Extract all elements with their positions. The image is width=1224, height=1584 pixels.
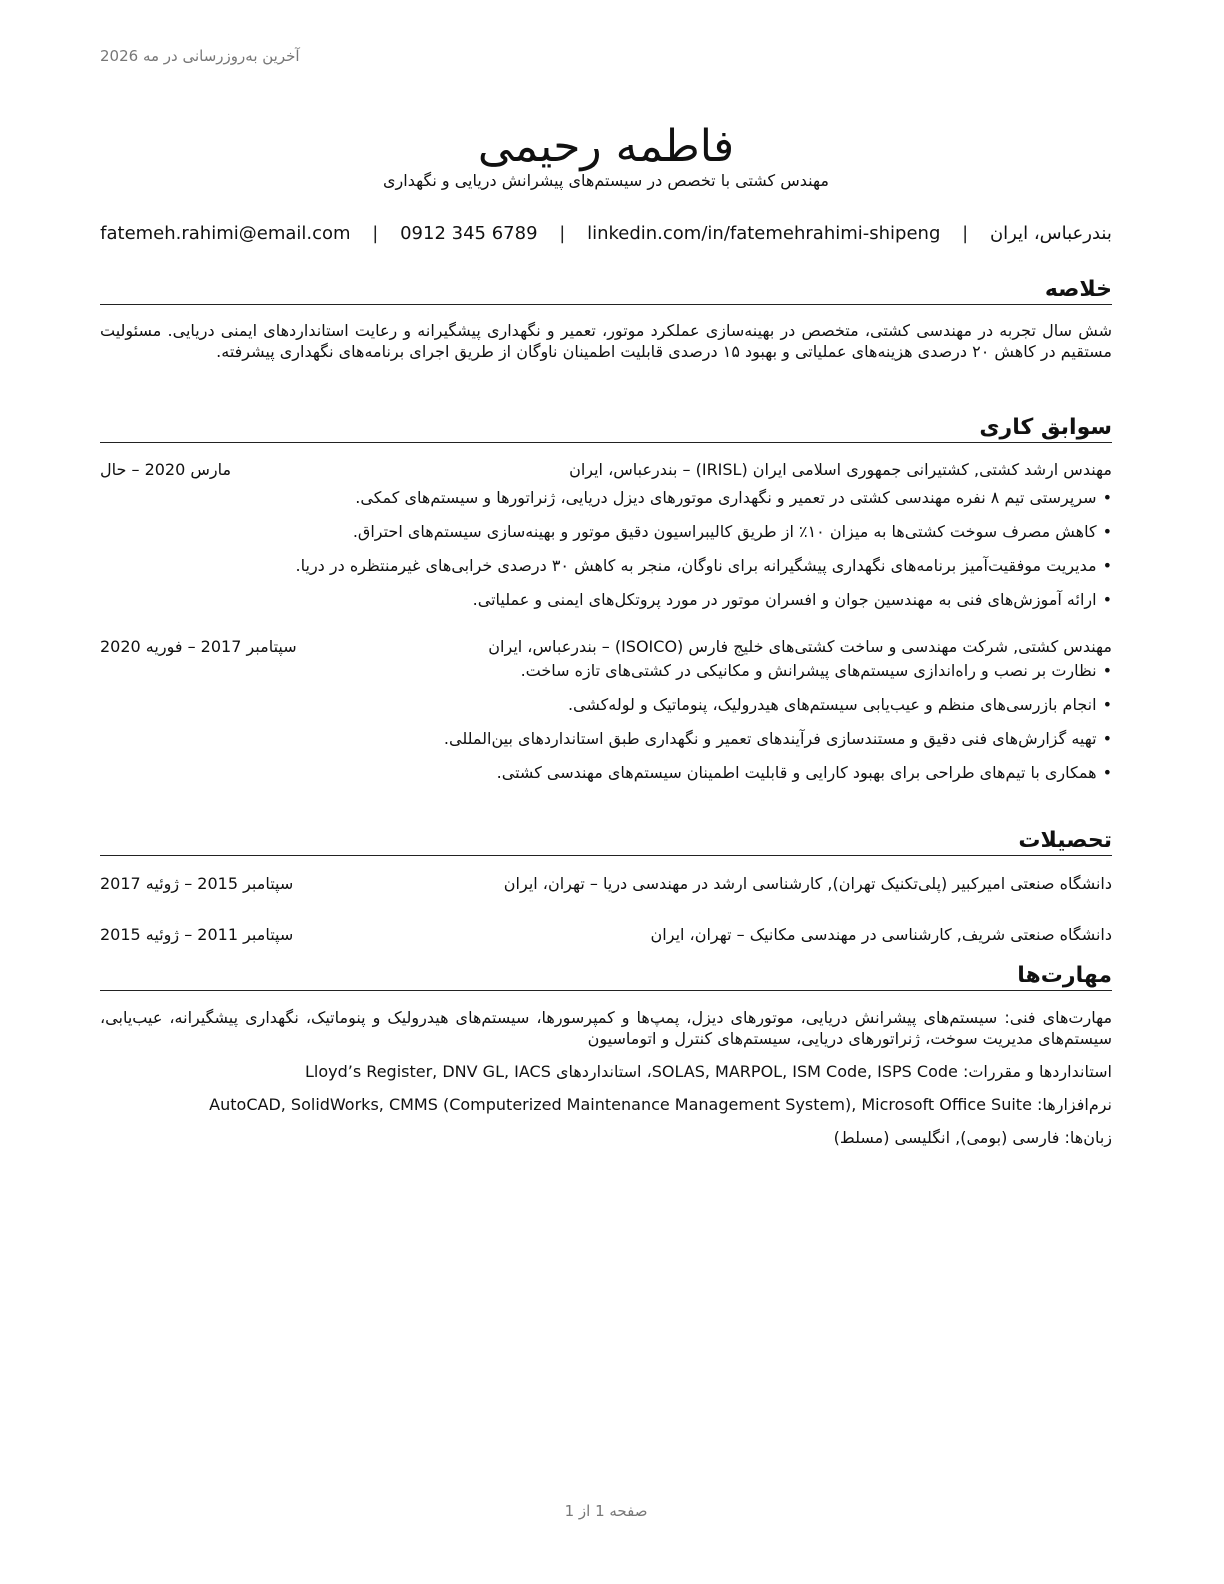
education-section	[100, 827, 1112, 946]
job-bullet: • تهیه گزارش‌های فنی دقیق و مستندسازی فرآیندهای تعمیر و نگهداری طبق استانداردهای بین‌المللی.	[100, 722, 1112, 756]
summary-text: شش سال تجربه در مهندسی کشتی، متخصص در بهینه‌سازی عملکرد موتور، تعمیر و نگهداری پیشگیرانه و رعایت استانداردهای ایمنی دریایی. مسئولیت مستقیم در کاهش ۲۰ درصدی هزینه‌های عملیاتی و بهبود ۱۵ درصدی قابلیت اطمینان ناوگان از طریق اجرای برنامه‌های نگهداری پیشرفته.	[100, 321, 1112, 361]
contact-linkedin[interactable]: linkedin.com/in/fatemehrahimi-shipeng	[587, 223, 941, 244]
job-bullet: • سرپرستی تیم ۸ نفره مهندسی کشتی در تعمیر و نگهداری موتورهای دیزل دریایی، ژنراتورها و سیستم‌های کمکی.	[100, 481, 1112, 515]
resume-page	[100, 0, 1112, 1584]
candidate-name: فاطمه رحیمی	[477, 121, 735, 173]
contact-separator: |	[372, 223, 379, 244]
skills-section	[100, 962, 1112, 1148]
job-bullets	[100, 481, 1112, 617]
job-title: مهندس کشتی, شرکت مهندسی و ساخت کشتی‌های خلیج فارس (ISOICO) – بندرعباس، ایران	[488, 637, 1112, 656]
job-title: مهندس ارشد کشتی, کشتیرانی جمهوری اسلامی ایران (IRISL) – بندرعباس، ایران	[569, 460, 1112, 479]
skill-technical	[100, 1007, 1112, 1049]
job-bullet: • همکاری با تیم‌های طراحی برای بهبود کارایی و قابلیت اطمینان سیستم‌های مهندسی کشتی.	[100, 756, 1112, 790]
education-item	[100, 873, 1112, 895]
skill-value: فارسی (بومی), انگلیسی (مسلط)	[833, 1128, 1060, 1147]
education-date: سپتامبر 2015 – ژوئیه 2017	[100, 874, 294, 893]
skill-software	[100, 1094, 1112, 1115]
job-bullet: • ارائه آموزش‌های فنی به مهندسین جوان و افسران موتور در مورد پروتکل‌های ایمنی و عملیاتی.	[100, 583, 1112, 617]
skill-standards	[100, 1061, 1112, 1082]
education-item	[100, 924, 1112, 946]
job-header	[100, 636, 1112, 658]
page-footer: صفحه 1 از 1	[564, 1502, 648, 1520]
education-degree: دانشگاه صنعتی شریف, کارشناسی در مهندسی مکانیک – تهران، ایران	[650, 925, 1112, 944]
job-bullet: • نظارت بر نصب و راه‌اندازی سیستم‌های پیشرانش و مکانیکی در کشتی‌های تازه ساخت.	[100, 654, 1112, 688]
contact-location: بندرعباس، ایران	[989, 223, 1112, 244]
contact-line	[100, 223, 1112, 244]
education-date: سپتامبر 2011 – ژوئیه 2015	[100, 925, 294, 944]
job-entry	[100, 459, 1112, 617]
job-header	[100, 459, 1112, 481]
job-bullet: • کاهش مصرف سوخت کشتی‌ها به میزان ۱۰٪ از طریق کالیبراسیون دقیق موتور و بهینه‌سازی سیستم‌های احتراق.	[100, 515, 1112, 549]
education-title: تحصیلات	[100, 827, 1112, 856]
experience-section	[100, 414, 1112, 790]
skills-title: مهارت‌ها	[100, 962, 1112, 991]
contact-email[interactable]: fatemeh.rahimi@email.com	[100, 223, 351, 244]
skill-label: استانداردها و مقررات:	[962, 1062, 1112, 1081]
experience-title: سوابق کاری	[100, 414, 1112, 443]
skill-languages	[100, 1127, 1112, 1148]
summary-section	[100, 276, 1112, 362]
contact-separator: |	[962, 223, 969, 244]
skill-value: Lloyd’s Register, DNV GL, IACS	[305, 1062, 551, 1081]
skill-label: زبان‌ها:	[1064, 1128, 1112, 1147]
last-updated: آخرین به‌روزرسانی در مه 2026	[100, 47, 300, 65]
contact-phone: 0912 345 6789	[400, 223, 538, 244]
skill-value: SOLAS, MARPOL, ISM Code, ISPS Code	[651, 1062, 958, 1081]
summary-title: خلاصه	[100, 276, 1112, 305]
job-date: مارس 2020 – حال	[100, 460, 232, 479]
skill-label: نرم‌افزارها:	[1037, 1095, 1112, 1114]
job-bullet: • انجام بازرسی‌های منظم و عیب‌یابی سیستم‌های هیدرولیک، پنوماتیک و لوله‌کشی.	[100, 688, 1112, 722]
job-bullets	[100, 654, 1112, 790]
candidate-headline: مهندس کشتی با تخصص در سیستم‌های پیشرانش دریایی و نگهداری	[383, 171, 829, 190]
contact-separator: |	[559, 223, 566, 244]
skill-value: سیستم‌های پیشرانش دریایی، موتورهای دیزل، پمپ‌ها و کمپرسورها، سیستم‌های هیدرولیک و پنوماتیک، نگهداری پیشگیرانه، عیب‌یابی، سیستم‌های مدیریت سوخت، ژنراتورهای دریایی، سیستم‌های کنترل و اتوماسیون	[100, 1008, 1112, 1048]
skill-value: ، استانداردهای	[555, 1062, 652, 1081]
education-degree: دانشگاه صنعتی امیرکبیر (پلی‌تکنیک تهران), کارشناسی ارشد در مهندسی دریا – تهران، ایران	[503, 874, 1112, 893]
job-bullet: • مدیریت موفقیت‌آمیز برنامه‌های نگهداری پیشگیرانه برای ناوگان، منجر به کاهش ۳۰ درصدی خرابی‌های غیرمنتظره در دریا.	[100, 549, 1112, 583]
job-entry	[100, 636, 1112, 790]
skill-value: AutoCAD, SolidWorks, CMMS (Computerized Maintenance Management System), Microsoft Office Suite	[209, 1095, 1032, 1114]
skill-label: مهارت‌های فنی:	[1004, 1008, 1113, 1027]
job-date: سپتامبر 2017 – فوریه 2020	[100, 637, 297, 656]
